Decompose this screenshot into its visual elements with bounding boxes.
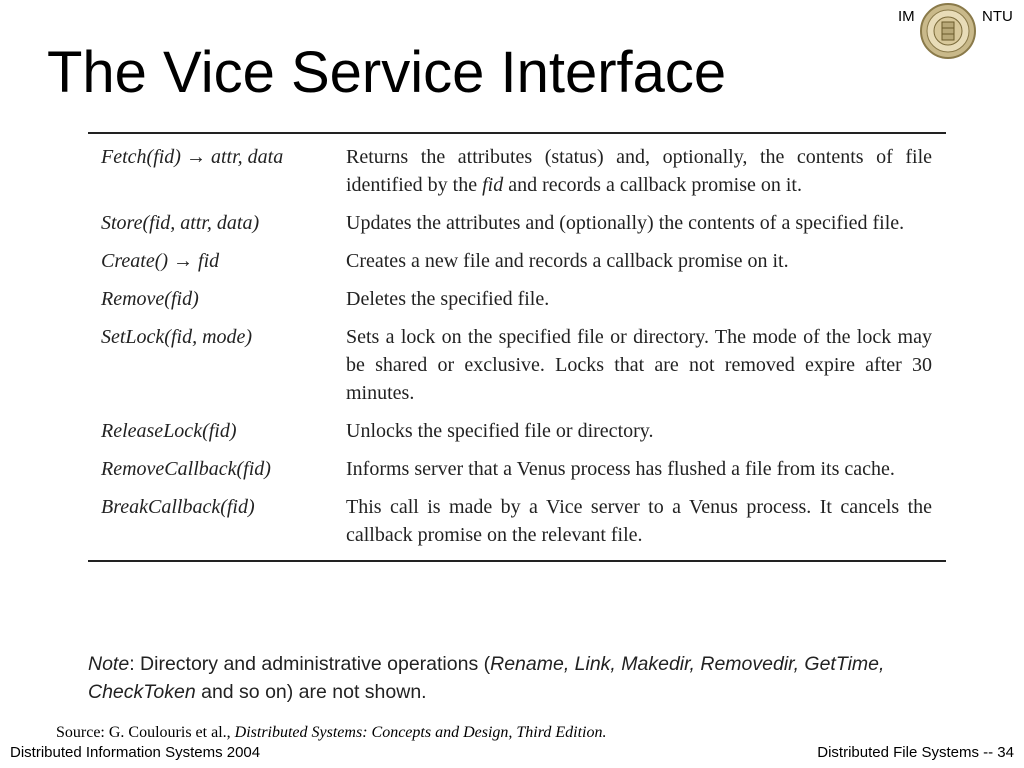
table-row: [88, 204, 946, 242]
operation-description: Unlocks the specified file or directory.: [346, 420, 654, 442]
table-row: [88, 280, 946, 318]
table-row: [88, 412, 946, 450]
note-prefix: : Directory and administrative operations (: [129, 653, 491, 675]
table-row: [88, 242, 946, 280]
operation-signature: Remove(fid): [101, 288, 199, 310]
operation-description: Sets a lock on the specified file or directory. The mode of the lock may be shared or exclusive. Locks that are not removed expire after 30 minutes.: [346, 326, 932, 404]
operation-signature: Fetch(fid) → attr, data: [101, 146, 284, 168]
operation-description: Informs server that a Venus process has flushed a file from its cache.: [346, 458, 895, 480]
table-bottom-rule: [88, 560, 946, 562]
operation-description: Returns the attributes (status) and, optionally, the contents of file identified by the fid and records a callback promise on it.: [346, 146, 932, 196]
im-ntu-logo: [896, 2, 1016, 60]
table-row: [88, 318, 946, 412]
logo-im-text: IM: [898, 8, 915, 25]
note-label: Note: [88, 653, 130, 675]
operation-description: Deletes the specified file.: [346, 288, 550, 310]
operation-signature: BreakCallback(fid): [101, 496, 255, 518]
slide-title: The Vice Service Interface: [47, 40, 727, 105]
source-citation: [56, 724, 606, 742]
table-row: [88, 450, 946, 488]
table-top-rule: [88, 132, 946, 134]
operation-signature: SetLock(fid, mode): [101, 326, 253, 348]
operation-signature: ReleaseLock(fid): [101, 420, 237, 442]
operation-signature: Create() → fid: [101, 250, 220, 272]
source-book-title: Distributed Systems: Concepts and Design, Third Edition.: [234, 724, 607, 741]
note-operations: Rename, Link, Makedir, Removedir, GetTime, CheckToken: [88, 653, 885, 703]
operation-description: Creates a new file and records a callback promise on it.: [346, 250, 789, 272]
table-row: [88, 138, 946, 204]
operation-signature: Store(fid, attr, data): [101, 212, 260, 234]
table-note: [88, 650, 948, 706]
source-prefix: Source: G. Coulouris et al.,: [56, 724, 235, 741]
footer-course: Distributed Information Systems 2004: [10, 744, 261, 761]
operation-description: This call is made by a Vice server to a Venus process. It cancels the callback promise on the relevant file.: [346, 496, 932, 546]
logo-ntu-text: NTU: [982, 8, 1013, 25]
university-seal-icon: [920, 2, 976, 60]
vice-interface-table: [88, 132, 946, 562]
operation-description: Updates the attributes and (optionally) the contents of a specified file.: [346, 212, 905, 234]
operations-table: [88, 138, 946, 554]
footer-slide-number: Distributed File Systems -- 34: [817, 744, 1014, 761]
operation-signature: RemoveCallback(fid): [101, 458, 271, 480]
table-row: [88, 488, 946, 554]
note-suffix: and so on) are not shown.: [195, 681, 427, 703]
